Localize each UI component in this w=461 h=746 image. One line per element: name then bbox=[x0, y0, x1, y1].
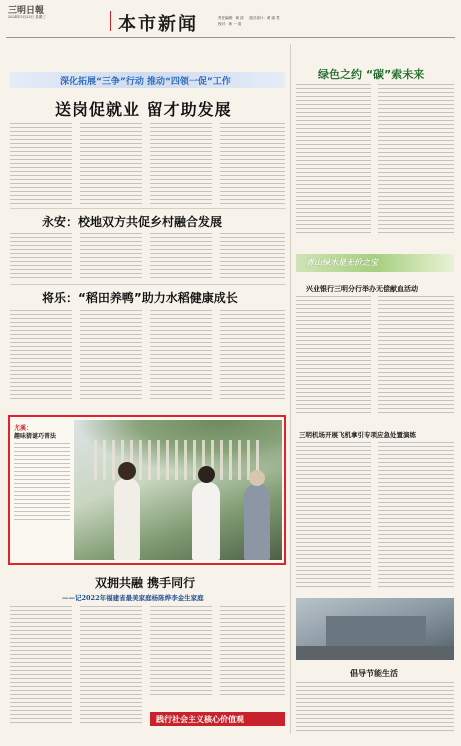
masthead bbox=[0, 0, 461, 40]
editor-credits-2: 校对：黄 一 清 bbox=[218, 22, 242, 26]
photo-person-1-head bbox=[118, 462, 136, 480]
photo-caption-subtitle: 趣味猜谜巧普法 bbox=[14, 433, 57, 440]
highlighted-photo-story[interactable] bbox=[8, 415, 286, 565]
story2-body-col2 bbox=[80, 233, 142, 279]
photo-building bbox=[326, 616, 426, 646]
photo-caption-body bbox=[14, 443, 70, 523]
right-story1-headline: 绿色之约 “碳”索未来 bbox=[318, 68, 425, 81]
story1-headline: 送岗促就业 留才助发展 bbox=[55, 100, 232, 119]
story4-body-col1 bbox=[10, 606, 72, 724]
masthead-rule bbox=[6, 37, 455, 38]
photo-road bbox=[296, 646, 454, 660]
right-story2-headline: 兴业银行三明分行举办无偿献血活动 bbox=[306, 285, 418, 293]
story4-body-col4 bbox=[220, 606, 285, 696]
editor-credits: 责任编辑：黄 清 版式设计：黄 丽 君 bbox=[218, 16, 280, 20]
story3-headline: 将乐：“稻田养鸭”助力水稻健康成长 bbox=[42, 291, 238, 305]
right-story3-col1 bbox=[296, 442, 371, 590]
column-separator bbox=[290, 44, 291, 734]
story1-body-col4 bbox=[220, 123, 285, 205]
story1-body-col2 bbox=[80, 123, 142, 205]
section-title: 本市新闻 bbox=[118, 14, 198, 35]
date-line: 2024年5月23日 星期三 bbox=[8, 15, 46, 19]
right-story1-col1 bbox=[296, 84, 371, 234]
bottom-banner bbox=[150, 712, 285, 726]
bottom-banner-text: 践行社会主义核心价值观 bbox=[156, 715, 244, 724]
right-story3-col2 bbox=[378, 442, 454, 590]
story-divider-2 bbox=[10, 284, 286, 285]
section-divider bbox=[110, 11, 111, 31]
story2-body-col4 bbox=[220, 233, 285, 279]
story4-body-col2 bbox=[80, 606, 142, 724]
banner-text: 深化拓展“三争”行动 推动“四领一促”工作 bbox=[60, 77, 231, 87]
story3-body-col2 bbox=[80, 310, 142, 402]
green-banner-text: 青山绿水是无价之宝 bbox=[306, 257, 378, 267]
right-story2-col2 bbox=[378, 296, 454, 416]
photo-person-2 bbox=[192, 482, 220, 560]
story1-body-col1 bbox=[10, 123, 72, 205]
story4-subtitle: ——记2022年福建省最美家庭杨陈烨李金生家庭 bbox=[62, 594, 204, 602]
story2-headline: 永安：校地双方共促乡村融合发展 bbox=[42, 215, 223, 229]
story-divider bbox=[10, 208, 286, 209]
story3-body-col3 bbox=[150, 310, 212, 402]
news-photo bbox=[74, 420, 282, 560]
story2-body-col1 bbox=[10, 233, 72, 279]
photo-person-2-head bbox=[198, 466, 215, 483]
photo-person-1 bbox=[114, 478, 140, 560]
green-banner bbox=[296, 254, 454, 272]
story1-body-col3 bbox=[150, 123, 212, 205]
newspaper-logo: 三明日報 bbox=[8, 6, 45, 16]
right-story4-headline: 倡导节能生活 bbox=[350, 669, 398, 678]
photo-person-3-head bbox=[249, 470, 265, 486]
story3-body-col1 bbox=[10, 310, 72, 402]
story4-headline: 双拥共融 携手同行 bbox=[95, 576, 196, 590]
right-bottom-photo bbox=[296, 598, 454, 660]
story3-body-col4 bbox=[220, 310, 285, 402]
right-story1-col2 bbox=[378, 84, 454, 234]
story2-body-col3 bbox=[150, 233, 212, 279]
photo-caption-title: 尤溪： bbox=[14, 425, 33, 432]
campaign-banner bbox=[10, 72, 285, 88]
right-story3-headline: 三明机场开展飞机拿引专项应急处置演练 bbox=[299, 431, 416, 439]
right-story4-body bbox=[296, 682, 454, 734]
photo-person-3 bbox=[244, 484, 270, 560]
story4-body-col3 bbox=[150, 606, 212, 696]
right-story2-col1 bbox=[296, 296, 371, 416]
